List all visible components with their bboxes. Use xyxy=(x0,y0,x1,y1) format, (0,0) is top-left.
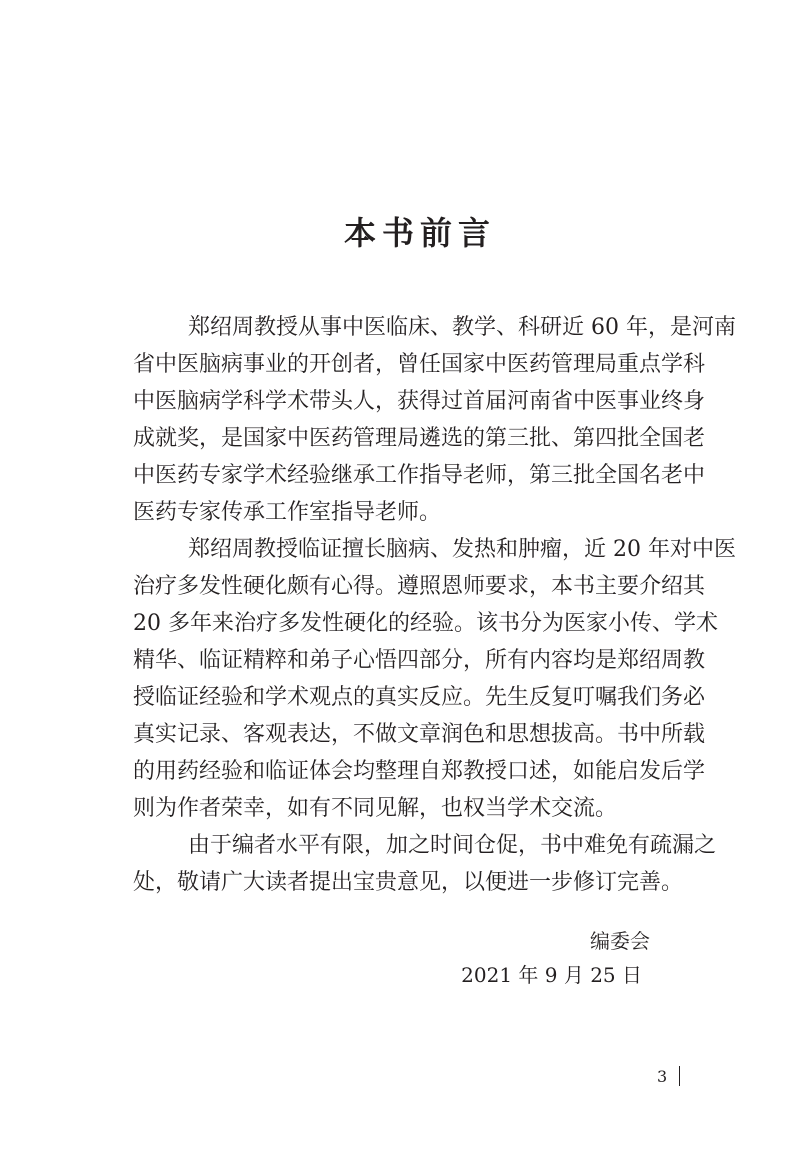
text-line: 授临证经验和学术观点的真实反应。先生反复叮嘱我们务必 xyxy=(133,685,706,710)
page-number-rule xyxy=(679,1066,680,1086)
text-line: 精华、临证精粹和弟子心悟四部分，所有内容均是郑绍周教 xyxy=(133,648,706,673)
text-line: 中医脑病学科学术带头人，获得过首届河南省中医事业终身 xyxy=(133,389,706,414)
paragraph xyxy=(133,309,736,531)
text-line: 真实记录、客观表达，不做文章润色和思想拔高。书中所载 xyxy=(133,722,706,747)
date: 2021 年 9 月 25 日 xyxy=(461,963,642,987)
preface-body xyxy=(133,309,736,901)
text-line: 处，敬请广大读者提出宝贵意见，以便进一步修订完善。 xyxy=(133,870,684,895)
page-title: 本书前言 xyxy=(343,214,496,252)
text-line: 郑绍周教授从事中医临床、教学、科研近 60 年，是河南 xyxy=(188,315,736,340)
text-line: 20 多年来治疗多发性硬化的经验。该书分为医家小传、学术 xyxy=(133,611,718,636)
text-line: 则为作者荣幸，如有不同见解，也权当学术交流。 xyxy=(133,796,618,821)
text-line: 由于编者水平有限，加之时间仓促，书中难免有疏漏之 xyxy=(188,833,717,858)
text-line: 的用药经验和临证体会均整理自郑教授口述，如能启发后学 xyxy=(133,759,706,784)
text-line: 医药专家传承工作室指导老师。 xyxy=(133,500,442,525)
page-number: 3 xyxy=(657,1067,668,1086)
text-line: 省中医脑病事业的开创者，曾任国家中医药管理局重点学科 xyxy=(133,352,706,377)
paragraph xyxy=(133,827,717,901)
paragraph xyxy=(133,531,736,827)
text-line: 中医药专家学术经验继承工作指导老师，第三批全国名老中 xyxy=(133,463,706,488)
text-line: 成就奖，是国家中医药管理局遴选的第三批、第四批全国老 xyxy=(133,426,706,451)
text-line: 治疗多发性硬化颇有心得。遵照恩师要求，本书主要介绍其 xyxy=(133,574,706,599)
text-line: 郑绍周教授临证擅长脑病、发热和肿瘤，近 20 年对中医 xyxy=(188,537,736,562)
signature: 编委会 xyxy=(590,929,650,953)
